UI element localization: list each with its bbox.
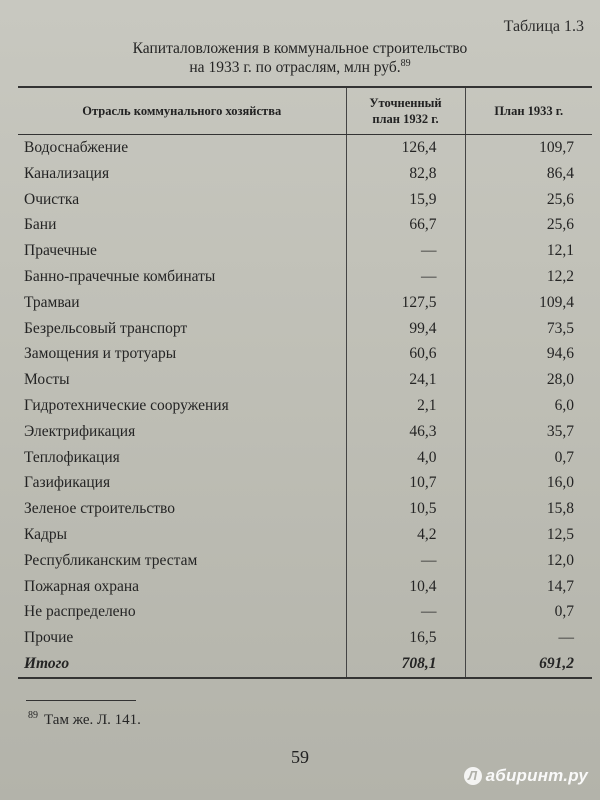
plan-1933-value: 94,6 xyxy=(546,345,574,363)
table-row xyxy=(18,161,592,187)
plan-1933-value: 14,7 xyxy=(546,577,574,595)
header-refined-plan-1932-line-2: план 1932 г. xyxy=(372,112,439,126)
plan-1933-value: 15,8 xyxy=(546,500,574,518)
total-refined-plan-1932: 708,1 xyxy=(346,651,465,678)
total-plan-1933: 691,2 xyxy=(465,651,592,678)
refined-plan-1932-value: 15,9 xyxy=(346,187,465,213)
refined-plan-1932-value: 10,7 xyxy=(346,470,465,496)
table-row xyxy=(18,135,592,161)
page-number: 59 xyxy=(291,747,309,767)
refined-plan-1932-value: 46,3 xyxy=(346,419,465,445)
table-row xyxy=(18,187,592,213)
refined-plan-1932-value: 99,4 xyxy=(346,316,465,342)
refined-plan-1932-value: 16,5 xyxy=(346,625,465,651)
total-row xyxy=(18,651,592,678)
table-row xyxy=(18,625,592,651)
table-row xyxy=(18,212,592,238)
sector-name: Бани xyxy=(18,212,346,238)
plan-1933-value: 109,4 xyxy=(539,293,574,311)
refined-plan-1932-value: 82,8 xyxy=(346,161,465,187)
header-plan-1933: План 1933 г. xyxy=(465,87,592,135)
refined-plan-1932-value: 24,1 xyxy=(346,367,465,393)
sector-name: Прочие xyxy=(18,625,346,651)
refined-plan-1932-value: 127,5 xyxy=(346,290,465,316)
sector-name: Зеленое строительство xyxy=(18,496,346,522)
table-caption-line-2 xyxy=(20,58,580,77)
table-row xyxy=(18,470,592,496)
sector-name: Пожарная охрана xyxy=(18,574,346,600)
plan-1933-value: 109,7 xyxy=(539,139,574,156)
refined-plan-1932-value: 2,1 xyxy=(346,393,465,419)
footnote-text: Там же. Л. 141. xyxy=(44,712,141,728)
refined-plan-1932-value: 4,2 xyxy=(346,522,465,548)
sector-name: Газификация xyxy=(18,470,346,496)
refined-plan-1932-value: — xyxy=(346,599,465,625)
footnote xyxy=(28,712,141,729)
plan-1933-value: 12,5 xyxy=(546,525,574,543)
table-row xyxy=(18,574,592,600)
refined-plan-1932-value: — xyxy=(346,264,465,290)
sector-name: Прачечные xyxy=(18,238,346,264)
plan-1933-value: 0,7 xyxy=(554,603,574,621)
header-refined-plan-1932-line-1: Уточненный xyxy=(369,96,442,110)
plan-1933-value: — xyxy=(558,629,574,647)
sector-name: Замощения и тротуары xyxy=(18,341,346,367)
table-row xyxy=(18,238,592,264)
table-header-row xyxy=(18,87,592,135)
table-row xyxy=(18,264,592,290)
refined-plan-1932-value: 66,7 xyxy=(346,212,465,238)
refined-plan-1932-value: — xyxy=(346,548,465,574)
watermark-text: абиринт.ру xyxy=(485,766,588,785)
plan-1933-value: 25,6 xyxy=(546,190,574,208)
plan-1933-value: 16,0 xyxy=(546,474,574,492)
table-row xyxy=(18,290,592,316)
plan-1933-value: 12,0 xyxy=(546,551,574,569)
sector-name: Трамваи xyxy=(18,290,346,316)
labirint-logo-icon: Л xyxy=(464,767,482,785)
plan-1933-value: 25,6 xyxy=(546,216,574,234)
sector-name: Гидротехнические сооружения xyxy=(18,393,346,419)
sector-name: Канализация xyxy=(18,161,346,187)
sector-name: Мосты xyxy=(18,367,346,393)
watermark xyxy=(464,766,588,786)
table-row xyxy=(18,522,592,548)
refined-plan-1932-value: 60,6 xyxy=(346,341,465,367)
sector-name: Республиканским трестам xyxy=(18,548,346,574)
table-number-label: Таблица 1.3 xyxy=(503,18,584,35)
plan-1933-value: 12,2 xyxy=(546,267,574,285)
plan-1933-value: 12,1 xyxy=(546,242,574,260)
sector-name: Не распределено xyxy=(18,599,346,625)
plan-1933-value: 0,7 xyxy=(554,448,574,466)
table-row xyxy=(18,548,592,574)
investment-table xyxy=(18,86,592,679)
refined-plan-1932-value: 10,4 xyxy=(346,574,465,600)
sector-name: Водоснабжение xyxy=(18,135,346,161)
plan-1933-value: 28,0 xyxy=(546,371,574,389)
table-row xyxy=(18,341,592,367)
table-row xyxy=(18,367,592,393)
table-caption-line-2-text: на 1933 г. по отраслям, млн руб. xyxy=(189,59,401,76)
sector-name: Электрификация xyxy=(18,419,346,445)
table-row xyxy=(18,419,592,445)
total-label: Итого xyxy=(18,651,346,678)
footnote-number: 89 xyxy=(28,710,38,721)
plan-1933-value: 35,7 xyxy=(546,422,574,440)
table-row xyxy=(18,316,592,342)
sector-name: Банно-прачечные комбинаты xyxy=(18,264,346,290)
table-row xyxy=(18,393,592,419)
caption-footnote-ref: 89 xyxy=(400,57,411,69)
plan-1933-value: 86,4 xyxy=(546,164,574,182)
table-row xyxy=(18,599,592,625)
refined-plan-1932-value: 126,4 xyxy=(346,135,465,161)
sector-name: Очистка xyxy=(18,187,346,213)
table-row xyxy=(18,445,592,471)
refined-plan-1932-value: 10,5 xyxy=(346,496,465,522)
table-body xyxy=(18,135,592,678)
header-sector: Отрасль коммунального хозяйства xyxy=(18,87,346,135)
header-refined-plan-1932 xyxy=(346,87,465,135)
sector-name: Теплофикация xyxy=(18,445,346,471)
refined-plan-1932-value: 4,0 xyxy=(346,445,465,471)
plan-1933-value: 6,0 xyxy=(554,396,574,414)
sector-name: Кадры xyxy=(18,522,346,548)
table-row xyxy=(18,496,592,522)
plan-1933-value: 73,5 xyxy=(546,319,574,337)
footnote-divider xyxy=(26,700,136,701)
table-caption-line-1: Капиталовложения в коммунальное строительство xyxy=(132,40,468,57)
refined-plan-1932-value: — xyxy=(346,238,465,264)
sector-name: Безрельсовый транспорт xyxy=(18,316,346,342)
